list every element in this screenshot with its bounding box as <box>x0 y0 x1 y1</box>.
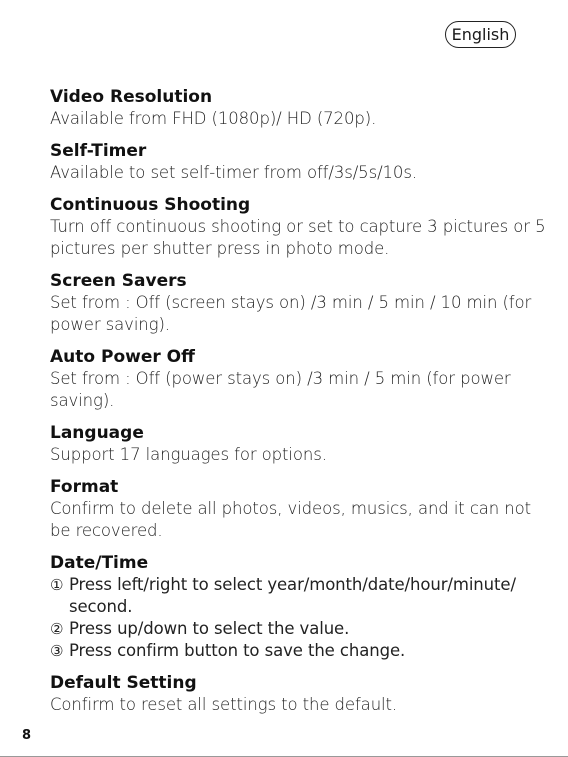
section-text: Set from : Off (power stays on) /3 min / 5 min (for power saving). <box>50 369 511 410</box>
section-date-time <box>50 552 550 662</box>
section-heading: Default Setting <box>50 673 197 693</box>
section-language <box>50 422 550 466</box>
step-number-icon: ② <box>50 620 64 638</box>
section-video-resolution <box>50 86 550 130</box>
section-heading: Auto Power Off <box>50 347 195 367</box>
section-text: Confirm to delete all photos, videos, musics, and it can not be recovered. <box>50 499 532 540</box>
section-text: Support 17 languages for options. <box>50 445 327 464</box>
language-badge: English <box>445 21 516 48</box>
step-text: Press confirm button to save the change. <box>69 641 406 660</box>
section-heading: Language <box>50 423 144 443</box>
step-number-icon: ① <box>50 576 64 594</box>
section-text: Turn off continuous shooting or set to capture 3 pictures or 5 pictures per shutter press in photo mode. <box>50 217 546 258</box>
step-number-icon: ③ <box>50 642 64 660</box>
page-number: 8 <box>22 728 32 743</box>
section-heading: Date/Time <box>50 553 149 573</box>
list-item <box>50 640 550 662</box>
section-format <box>50 476 550 542</box>
step-text: Press up/down to select the value. <box>69 619 350 638</box>
section-screen-savers <box>50 270 550 336</box>
step-text: Press left/right to select year/month/date/hour/minute/ second. <box>69 575 516 616</box>
list-item <box>50 574 550 618</box>
section-text: Available from FHD (1080p)/ HD (720p). <box>50 109 377 128</box>
section-continuous-shooting <box>50 194 550 260</box>
settings-content <box>50 86 550 726</box>
section-text: Set from : Off (screen stays on) /3 min / 5 min / 10 min (for power saving). <box>50 293 532 334</box>
section-heading: Continuous Shooting <box>50 195 251 215</box>
section-heading: Format <box>50 477 119 497</box>
section-default-setting <box>50 672 550 716</box>
list-item <box>50 618 550 640</box>
section-auto-power-off <box>50 346 550 412</box>
section-self-timer <box>50 140 550 184</box>
section-heading: Screen Savers <box>50 271 187 291</box>
section-text: Available to set self-timer from off/3s/5s/10s. <box>50 163 417 182</box>
section-heading: Self-Timer <box>50 141 147 161</box>
section-heading: Video Resolution <box>50 87 213 107</box>
section-text: Confirm to reset all settings to the default. <box>50 695 398 714</box>
